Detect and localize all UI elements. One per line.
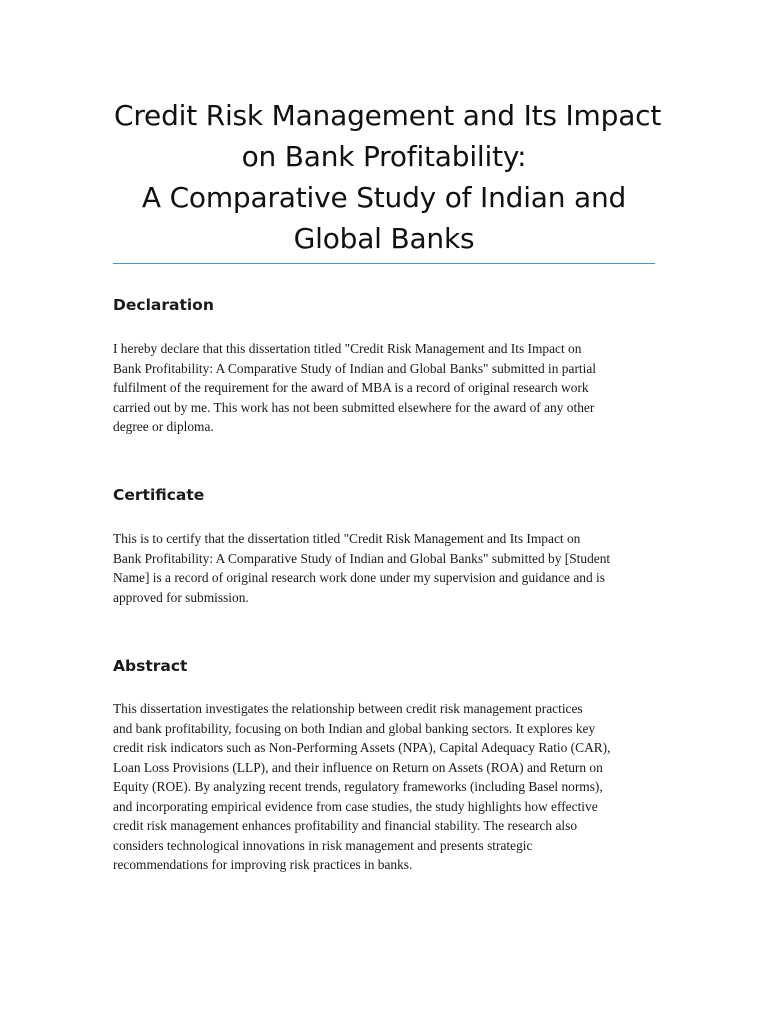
title-line: on Bank Profitability: bbox=[241, 140, 527, 173]
title-line: A Comparative Study of Indian and bbox=[141, 181, 627, 214]
paragraph-line: and bank profitability, focusing on both Indian and global banking sectors. It explores key bbox=[113, 720, 596, 736]
document-title bbox=[114, 95, 662, 259]
paragraph-line: Loan Loss Provisions (LLP), and their influence on Return on Assets (ROA) and Return on bbox=[113, 759, 603, 775]
paragraph-line: approved for submission. bbox=[113, 589, 249, 605]
paragraph-line: credit risk indicators such as Non-Performing Assets (NPA), Capital Adequacy Ratio (CAR), bbox=[113, 740, 611, 755]
paragraph-line: This is to certify that the dissertation titled "Credit Risk Management and Its Impact on bbox=[113, 531, 581, 546]
paragraph-line: credit risk management enhances profitability and financial stability. The research also bbox=[113, 818, 578, 833]
title-line: Global Banks bbox=[293, 222, 475, 255]
paragraph-line: I hereby declare that this dissertation titled "Credit Risk Management and Its Impact on bbox=[113, 341, 582, 356]
paragraph-line: fulfilment of the requirement for the award of MBA is a record of original research work bbox=[113, 380, 589, 395]
paragraph-line: carried out by me. This work has not been submitted elsewhere for the award of any other bbox=[113, 399, 595, 415]
paragraph-line: Bank Profitability: A Comparative Study of Indian and Global Banks" submitted in partial bbox=[113, 360, 597, 376]
paragraph-line: Equity (ROE). By analyzing recent trends, regulatory frameworks (including Basel norms), bbox=[113, 779, 603, 794]
paragraph-line: Name] is a record of original research work done under my supervision and guidance and is bbox=[113, 570, 605, 585]
section-heading-certificate: Certificate bbox=[113, 486, 205, 504]
paragraph-line: degree or diploma. bbox=[113, 419, 214, 434]
paragraph-line: recommendations for improving risk practices in banks. bbox=[113, 857, 413, 872]
section-body-certificate bbox=[113, 529, 658, 607]
section-body-declaration bbox=[113, 339, 658, 437]
title-line: Credit Risk Management and Its Impact bbox=[114, 99, 662, 132]
paragraph-line: Bank Profitability: A Comparative Study of Indian and Global Banks" submitted by [Student bbox=[113, 550, 611, 566]
paragraph-line: This dissertation investigates the relationship between credit risk management practices bbox=[113, 701, 583, 716]
paragraph-line: and incorporating empirical evidence from case studies, the study highlights how effective bbox=[113, 798, 598, 814]
paragraph-line: considers technological innovations in risk management and presents strategic bbox=[113, 837, 533, 853]
title-divider bbox=[113, 263, 655, 264]
section-body-abstract bbox=[113, 699, 658, 875]
section-heading-abstract: Abstract bbox=[113, 657, 188, 675]
section-heading-declaration: Declaration bbox=[113, 296, 214, 314]
